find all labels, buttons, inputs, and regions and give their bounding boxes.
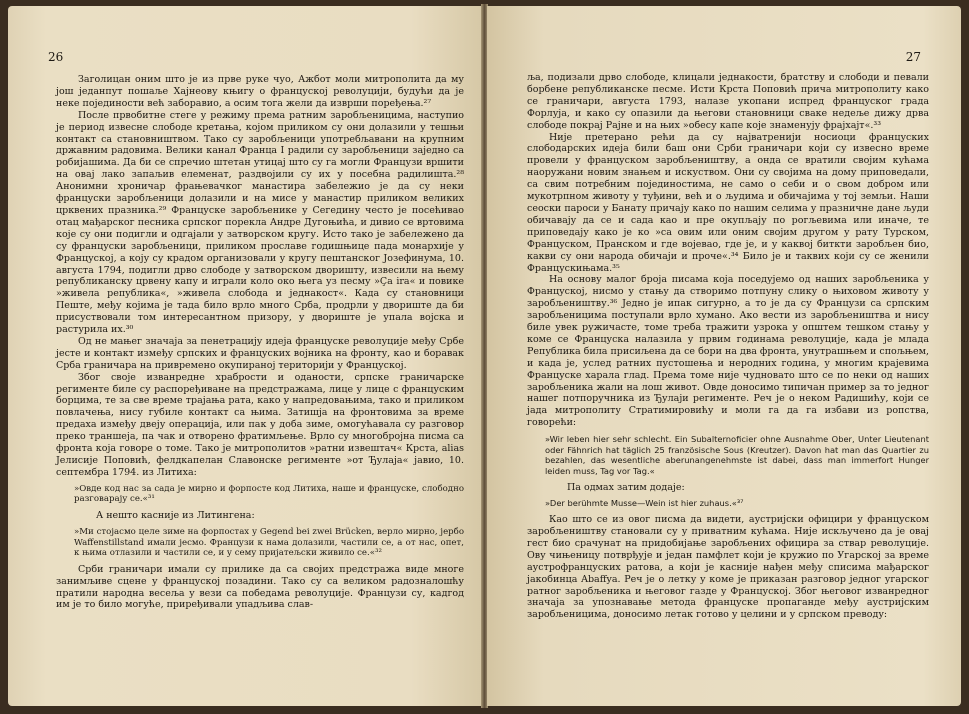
paragraph: Од не мањег значаја за пенетрацију идеја француске револуције међу Србе јесте и контакт између српских и француских војника на фронту, као и боравак Срба граничара на привремено окупираној територији у Француској. <box>56 335 464 371</box>
quotation: »Der berühmte Musse—Wein ist hier zuhaus.«³⁷ <box>545 498 744 509</box>
paragraph: После првобитне стеге у режиму према ратним заробљеницима, наступио је период извесне слободе кретања, којом приликом су они долазили у тешњи контакт са становништвом. Тако су заробљеници употребљавани на крупним државним радовима. Велики канал Франца I радили су заробљеници заједно са робијашима. Да би се спречио штетан утицај што су га могли Французи вршити на овај лако запаљив елеменат, раздвојили су их у посебна радилишта.²⁸ Анонимни хроничар фрањевачког манастира забележио је да су неки француски заробљеници долазили и на мисе у манастир приликом великих црквених празника.²⁹ Француске заробљенике у Сегедину често је посећивао отац мађарског песника српског порекла Андре Дугоњића, и дивио се вртовима које су они подигли и одгајали у затворском кругу. Исто тако је забележено да су француски заробљеници, приликом прославе годишњице пада монархије у Француској, а коју су крадом организовали у кругу пештанског Јозефинума, 10. августа 1794, подигли дрво слободе у затворском дворишту, извесили на њему републиканску црвену капу и играли коло око њега уз песму »Ça ira« и повике »живела република«, »живела слобода и једнакост«. Када су становници Пеште, међу којима је тада било врло много Срба, продрли у двориште да би присуствовали том интересантном призору, у двориште је упала војска и растурила их.³⁰ <box>56 109 464 336</box>
subheading: А нешто касније из Литингена: <box>96 510 255 521</box>
page-number: 26 <box>48 50 64 64</box>
paragraph: Није претерано рећи да су најватренији носиоци француских слободарских идеја били баш они Срби граничари који су извесно време провели у француском заробљеништву, а онда се вратили својим кућама наоружани новим знањем и искуством. Они су својима на дому приповедали, са свим потребним појединостима, не само о себи и о свом добром или мукотрпном животу у туђини, већ и о људима и обичајима у тој земљи. Наши сеоски пароси у Банату причају како по нашим селима у празничне дане људи обичавају да се и сада као и пре окупљају по рогљевима или иначе, те приповедају како је ко »са овим или оним својим другом у рату Турском, Француском, Пранском и где војевао, где је, и у каквој биткти заробљен био, какви су они народа обичаји и проче«.³⁴ Било је и таквих који су се женили Францускињама.³⁵ <box>527 131 929 274</box>
paragraph: ља, подизали дрво слободе, клицали једнакости, братству и слободи и певали борбене републиканске песме. Исти Крста Поповић прича митрополиту како се граничари, августа 1793, налазе укопани испред француског града Форлуја, и како су опазили да његови становници сваке недеље дижу дрва слободе покрај Рајне и на њих »обесу капе које знаменују фрајхајт«.³³ <box>527 72 929 131</box>
paragraph: Због своје изванредне храбрости и оданости, српске граничарске регименте биле су распоређиване на предстражама, лице у лице с француским борцима, те за све време трајања рата, како у напредовањима, тако и приликом повлачења, нису губиле контакт са њима. Затишја на фронтовима за време предаха између двеју операција, или пак у доба зиме, омогућавала су разговор преко траншеја, па чак и отворено фратимљење. Врло су многобројна писма са фронта која говоре о томе. Тако је митрополитов »ратни извештач« Крста, alias Јелисије Поповић, фелдкапелан Славонске регименте »от Ђулаја« јавио, 10. септембра 1794. из Литиха: <box>56 371 464 478</box>
paragraph: Заголицан оним што је из прве руке чуо, Ажбот моли митрополита да му још једанпут пошаље Хајнеову књигу о француској револуцији, будући да је неке појединости већ заборавио, а осим тога жели да изврши поређења.²⁷ <box>56 74 464 109</box>
page-number: 27 <box>905 50 921 64</box>
paragraph: Срби граничари имали су прилике да са својих предстража виде многе занимљиве сцене у француској позадини. Тако су са великом радозналошћу пратили народна весеља у вези са победама револуције. Французи су, кадгод им је то било могуће, приређивали упадљива слав- <box>56 563 464 611</box>
quotation: »Овде код нас за сада је мирно и форпосте код Литиха, наше и француске, слободно разговарају се.«³¹ <box>74 483 464 505</box>
subheading: Па одмах затим додаје: <box>567 481 685 493</box>
right-page <box>487 6 961 706</box>
left-page-text <box>56 74 464 611</box>
quotation: »Wir leben hier sehr schlecht. Ein Subalternoficier ohne Ausnahme Ober, Unter Lieutenant oder Fähnrich hat täglich 25 französische Sous (Kreutzer). Davon hat man das Quartier zu bezahlen, das wesentliche aberunangenehmste ist dabei, dass man immerfort Hunger leiden muss, Tag vor Tag.« <box>545 434 929 476</box>
paragraph: На основу малог броја писама која поседујемо од наших заробљеника у Француској, нисмо у стању да створимо потпуну слику о њиховом животу у заробљеништву.³⁶ Једно је ипак сигурно, а то је да су Французи са српским заробљеницима поступали врло хумано. Ако вести из заробљеништва и нису биле увек ружичасте, томе треба тражити узрока у општем тешком стању у коме се Француска налазила у првим годинама револуције, када је млада Република била присиљена да се бори на два фронта, унутрашњем и спољњем, и када је, услед ратних пустошења и неродних година, у многим крајевима Француске харала глад. Према томе није чудновато што се по неки од наших заробљеника жали на лош живот. Овде доносимо типичан пример за то једног нашег потпоручника из Ђулаји регименте. Реч је о неком Радишићу, који се јада митрополиту Стратимировићу и моли га да га избави из ропства, говорећи: <box>527 274 929 429</box>
paragraph: Као што се из овог писма да видети, аустријски официри у француском заробљеништву становали су у приватним кућама. Није искључено да је овај гест био срачунат на придобијање заробљених официра за ствар револуције. Ову чињеницу потврђује и један памфлет који је кружио по Угарској за време аустрофранцуских ратова, а који је касније нађен међу списима мађарског јакобинца Abaffya. Реч је о летку у коме је приказан разговор једног угарског ратног заробљеника и његовог газде у Француској. Због његовог изванредног значаја за упознавање метода француске пропаганде међу аустријским заробљеницима, доносимо летак готово у целини и у српском преводу: <box>527 514 929 621</box>
quotation: »Ми стојасмо целе зиме на форпостах у Gegend bei zwei Brücken, верло мирно, јербо Waffenstillstand имали јесмо. Французи к нама долазили, частили се, а от нас, опет, к њима отлазили и частили се, и у сему пријатељски живило се.«³² <box>74 526 464 559</box>
left-page <box>8 6 482 706</box>
right-page-text <box>527 72 929 621</box>
